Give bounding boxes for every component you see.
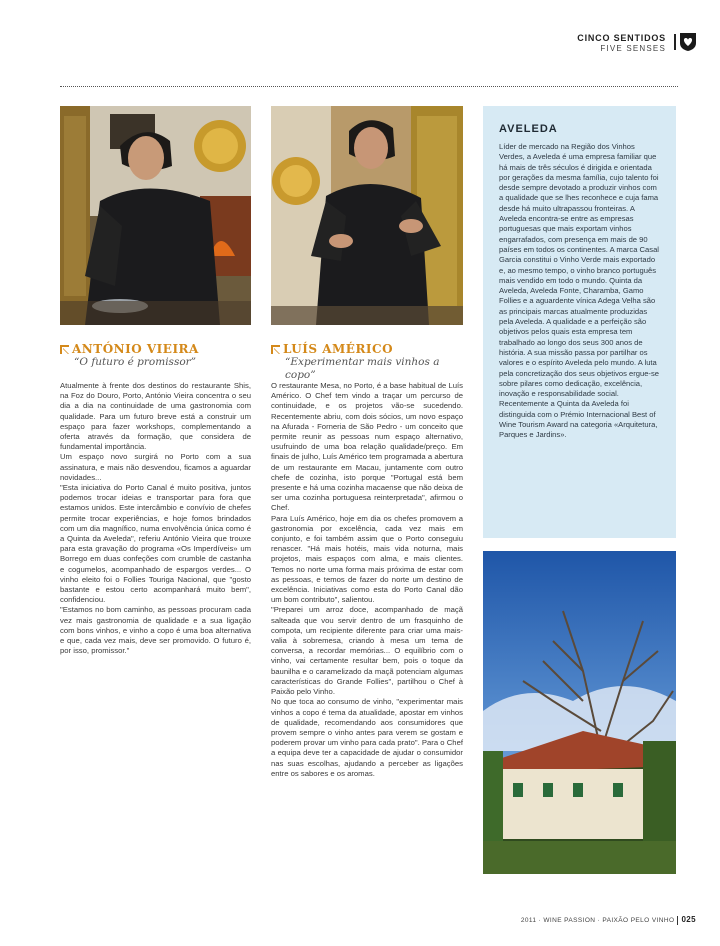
arrow-icon <box>60 345 69 354</box>
aveleda-sidebar <box>483 106 676 538</box>
photo-antonio-vieira <box>60 106 251 325</box>
section-title-en: FIVE SENSES <box>600 44 666 53</box>
header-divider <box>674 34 676 50</box>
chef-name-vieira: ANTÓNIO VIEIRA <box>72 342 199 356</box>
chef-quote-americo: “Experimentar mais vinhos a copo” <box>285 356 440 381</box>
chef-heading-americo <box>271 342 471 382</box>
section-header <box>577 33 666 54</box>
sidebar-title: AVELEDA <box>499 123 558 135</box>
chef-quote-vieira: “O futuro é promissor” <box>74 356 197 368</box>
sidebar-text: Líder de mercado na Região dos Vinhos Verdes, a Aveleda é uma empresa familiar que há mais de três séculos é dirigida e orientada por gerações da mesma família, cujo talento foi desde sempre devotado a produzir vinhos com a qualidade que se lhes reconhece e cuja fama desde há muito ultrapassou fronteiras. A Aveleda encontra-se entre as empresas portuguesas que mais exportam vinhos engarrafados, com presença em mais de 90 países em todos os continentes. A marca Casal Garcia constitui o Vinho Verde mais exportado e, ao mesmo tempo, o vinho branco português mais vendido em todo o mundo. Quinta da Aveleda, Aveleda Fonte, Charamba, Gamo Follies e a aguardente vínica Adega Velha são as principais marcas atualmente produzidas pela Aveleda. A qualidade e a perfeição são objetivos pelos quais esta empresa tem trabalhado ao longo dos seus 300 anos de história. A sua missão passa por partilhar os valores e o espírito Aveleda pelo mundo. A luta pela concretização dos seus objetivos ergue-se sobre pilares como dedicação, excelência, inovação e responsabilidade social. Recentemente a Quinta da Aveleda foi distinguida com o Prémio Internacional Best of Wine Tourism Award na categoria «Arquitetura, Parques e Jardins». <box>499 142 659 440</box>
page-footer <box>521 915 696 925</box>
article-column-vieira: Atualmente à frente dos destinos do restaurante Shis, na Foz do Douro, Porto, António Vieira concentra o seu dia a dia na continuidade de uma gastronomia com qualidade. Para um futuro breve está a construir um espaço para fazer workshops, complementando a oferta através da formação, que considera de fundamental importância. Um espaço novo surgirá no Porto com a sua assinatura, e mais não desvendou, ficamos a aguardar novidades... "Esta iniciativa do Porto Canal é muito positiva, juntos podemos trocar ideias e transportar para fora que estamos unidos. Este intercâmbio e convívio de chefes permite trocar experiências, e hoje fomos brindados com um dia magnífico, numa envolvência única como é a Quinta da Aveleda", referiu António Vieira que trouxe para esta gravação do programa «Os Imperdíveis» um Borrego em duas confeções com crumble de castanha e cogumelos, acompanhado de espargos verdes... O vinho eleito foi o Follies Touriga Nacional, que "gosto bastante e estou certo acompanhará muito bem", confidenciou. "Estamos no bom caminho, as pessoas procuram cada vez mais gastronomia de qualidade e a sua ligação com bons vinhos, e vinho a copo é uma boa alternativa e que, cada vez mais, deve ser promovido. O futuro é, por isso, promissor." <box>60 381 251 656</box>
section-title-pt: CINCO SENTIDOS <box>577 33 666 43</box>
page-number: 025 <box>681 915 696 924</box>
footer-text: 2011 · WINE PASSION · PAIXÃO PELO VINHO <box>520 917 675 924</box>
footer-divider <box>677 916 678 925</box>
dotted-divider <box>60 86 678 87</box>
arrow-icon <box>271 345 280 354</box>
photo-luis-americo <box>271 106 463 325</box>
chef-name-americo: LUÍS AMÉRICO <box>283 342 394 356</box>
heart-shield-icon <box>680 33 696 51</box>
chef-heading-vieira <box>60 342 260 369</box>
article-column-americo: O restaurante Mesa, no Porto, é a base habitual de Luís Américo. O Chef tem vindo a traçar um percurso de continuidade, e os projetos vão-se sucedendo. Recentemente abriu, com dois sócios, um novo espaço na Afurada - Forneria de São Pedro - um conceito que permite reunir as pessoas num espaço alternativo, usufruindo de uma boa relação qualidade/preço. Em finais de julho, Luís Américo tem programada a abertura de um restaurante em Macau, juntamente com outro chefe de cozinha, isto porque "Portugal está bem presente e há uma cozinha macaense que não deixa de ser uma cozinha portuguesa reinterpretada", afirmou o Chef. Para Luís Américo, hoje em dia os chefes promovem a gastronomia por excelência, cada vez mais em conjunto, e foi também assim que o Porto conseguiu renascer. "Há mais hotéis, mais vida noturna, mais projetos, mais espaços com alma, e mais clientes. Temos no norte uma forma mais próxima de estar com as pessoas, e temos de fazer do norte um destino de excelência. Iniciativas como esta do Porto Canal dão um bom contributo", salientou. "Preparei um arroz doce, acompanhado de maçã salteada que vou servir dentro de um frasquinho de compota, um recipiente diferente para criar uma mais-valia à sobremesa, criando à mesa um tema de conversa, a recordar memórias... O equilíbrio com o vinho, vai certamente resultar bem, pois o toque da baunilha e o caramelizado da maçã potenciam algumas características do Grande Follies", partilhou o Chef à Paixão pelo Vinho. No que toca ao consumo de vinho, "experimentar mais vinhos a copo é tema da atualidade, apostar em vinhos de qualidade, recomendando aos consumidores que provem sempre o vinho antes para verem se gostam e poderem provar um vinho para cada prato". Para o Chef a equipa deve ter a capacidade de ajudar o consumidor nas suas escolhas, ajudando a perceber as ligações entre os sabores e os aromas. <box>271 381 463 778</box>
photo-quinta-aveleda <box>483 551 676 874</box>
